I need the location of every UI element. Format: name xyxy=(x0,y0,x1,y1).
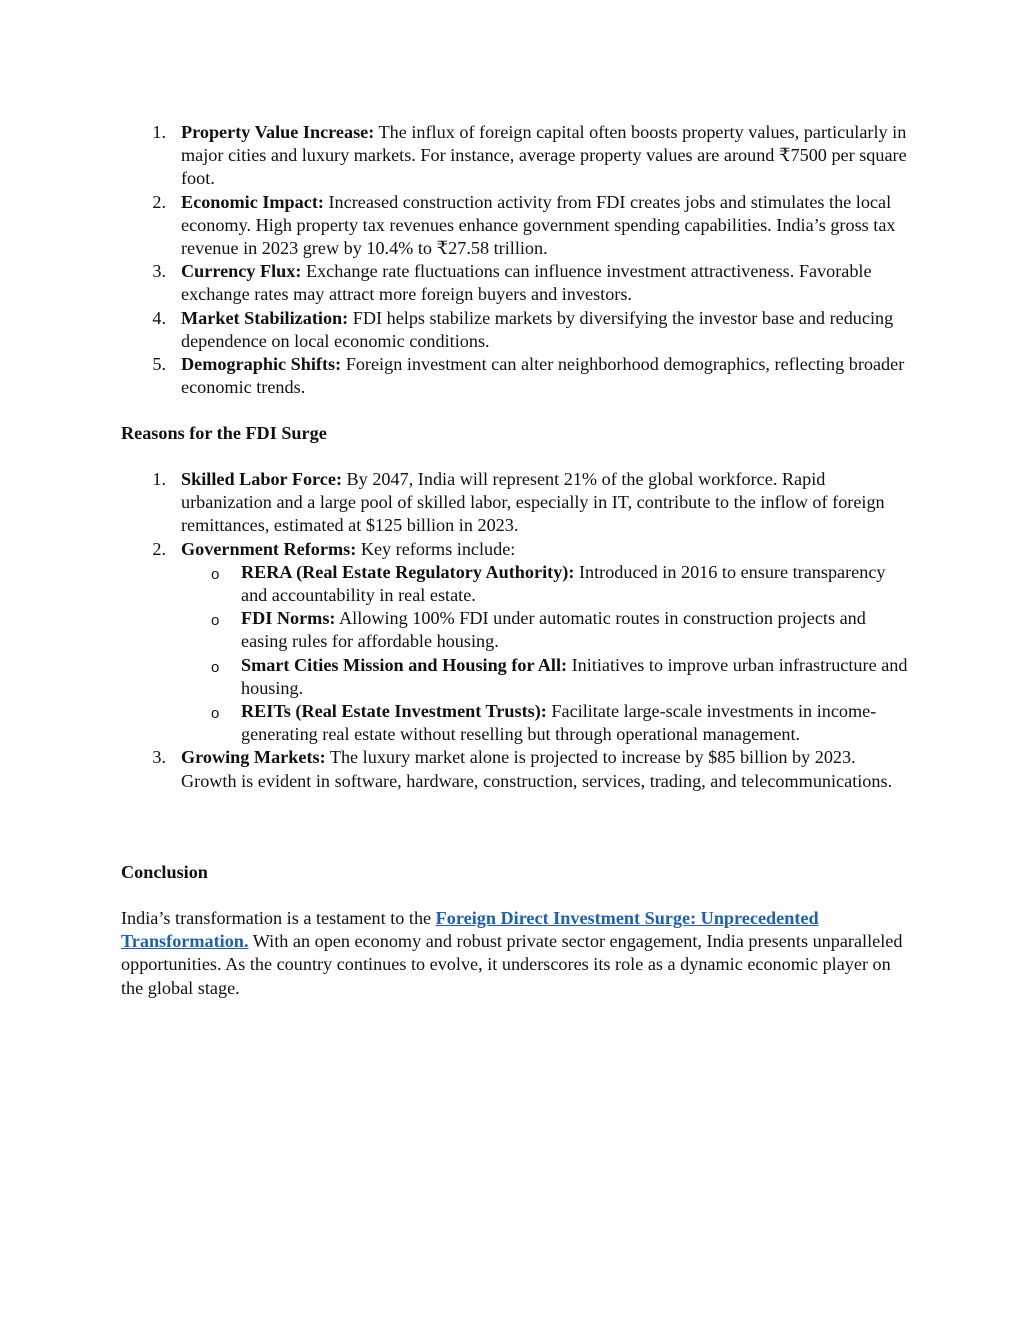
list-number: 3. xyxy=(152,261,166,282)
reasons-heading-block xyxy=(121,422,911,445)
reasons-list-section xyxy=(121,468,911,793)
sublist-item-text: Introduced in 2016 to ensure transparency and accountability in real estate. xyxy=(241,561,886,606)
article-link-dot: . xyxy=(243,931,249,952)
list-item-text: By 2047, India will represent 21% of the global workforce. Rapid urbanization and a large pool of skilled labor, especially in IT, contribute to the inflow of foreign remittances, estimated at $125 billion in 2023. xyxy=(181,469,885,536)
list-item xyxy=(121,538,911,747)
list-number: 2. xyxy=(152,538,166,559)
bullet-marker: o xyxy=(211,658,220,676)
sublist-item-text: Initiatives to improve urban infrastructure and housing. xyxy=(241,654,908,698)
sublist-item-text: Facilitate large-scale investments in income-generating real estate without reselling but through operational management. xyxy=(241,701,877,745)
list-item-text: FDI helps stabilize markets by diversifying the investor base and reducing dependence on local economic conditions. xyxy=(181,307,894,351)
list-item xyxy=(121,353,911,399)
conclusion-text-after: With an open economy and robust private sector engagement, India presents unparalleled opportunities. As the country continues to evolve, it underscores its role as a dynamic economic player on the global stage. xyxy=(121,931,903,998)
list-number: 5. xyxy=(152,354,166,375)
list-number: 1. xyxy=(152,122,166,142)
list-item-text: Increased construction activity from FDI creates jobs and stimulates the local economy. High property tax revenues enhance government spending capabilities. India’s gross tax revenue in 2023 grew by 10.4% to ₹27.58 trillion. xyxy=(181,191,896,259)
sublist-item-title: Smart Cities Mission and Housing for All: xyxy=(241,654,568,675)
list-item-text: Foreign investment can alter neighborhood demographics, reflecting broader economic trends. xyxy=(181,354,905,398)
conclusion-heading-block xyxy=(121,861,911,884)
bullet-marker: o xyxy=(211,705,220,723)
list-item-title: Government Reforms: xyxy=(181,538,357,559)
list-item xyxy=(121,260,911,306)
list-item-title: Property Value Increase: xyxy=(181,122,375,142)
list-item-text: The influx of foreign capital often boosts property values, particularly in major cities and luxury markets. For instance, average property values are around ₹7500 per square foot. xyxy=(181,122,907,189)
sublist-item-text: Allowing 100% FDI under automatic routes in construction projects and easing rules for affordable housing. xyxy=(241,608,866,652)
conclusion-text-before: India’s transformation is a testament to the xyxy=(121,908,436,928)
article-link-text: Foreign Direct Investment Surge: Unprecedented Transformation xyxy=(121,908,819,952)
list-item-text: Key reforms include: xyxy=(356,538,516,559)
list-item-title: Skilled Labor Force: xyxy=(181,469,342,489)
conclusion-heading: Conclusion xyxy=(121,862,208,882)
list-number: 1. xyxy=(152,469,166,489)
bullet-marker: o xyxy=(211,565,220,583)
list-item-text: Exchange rate fluctuations can influence investment attractiveness. Favorable exchange rates may attract more foreign buyers and investors. xyxy=(181,261,872,305)
list-item-text: The luxury market alone is projected to increase by $85 billion by 2023. Growth is evident in software, hardware, construction, services, trading, and telecommunications. xyxy=(181,747,893,791)
bullet-marker: o xyxy=(211,612,220,630)
sublist-item xyxy=(181,700,911,746)
conclusion-paragraph xyxy=(121,907,911,1000)
list-item xyxy=(121,468,911,538)
conclusion-section xyxy=(121,907,911,1000)
list-item xyxy=(121,746,911,792)
list-item-title: Market Stabilization: xyxy=(181,307,349,328)
list-number: 3. xyxy=(152,747,166,768)
sublist-item-title: REITs (Real Estate Investment Trusts): xyxy=(241,701,547,722)
sublist-item-title: FDI Norms: xyxy=(241,608,336,629)
sublist-item-title: RERA (Real Estate Regulatory Authority): xyxy=(241,561,575,582)
list-item-title: Economic Impact: xyxy=(181,191,324,212)
impact-list xyxy=(121,121,911,399)
sublist-item xyxy=(181,561,911,607)
list-item xyxy=(121,307,911,353)
sublist-item xyxy=(181,654,911,700)
list-number: 2. xyxy=(152,191,166,212)
list-number: 4. xyxy=(152,307,166,328)
reforms-sublist xyxy=(181,561,911,747)
sublist-item xyxy=(181,607,911,653)
list-item-title: Growing Markets: xyxy=(181,747,326,768)
impact-list-section xyxy=(121,121,911,399)
list-item xyxy=(121,191,911,261)
list-item-title: Demographic Shifts: xyxy=(181,354,342,375)
list-item xyxy=(121,121,911,191)
reasons-heading: Reasons for the FDI Surge xyxy=(121,423,327,443)
list-item-title: Currency Flux: xyxy=(181,261,302,282)
reasons-list xyxy=(121,468,911,793)
